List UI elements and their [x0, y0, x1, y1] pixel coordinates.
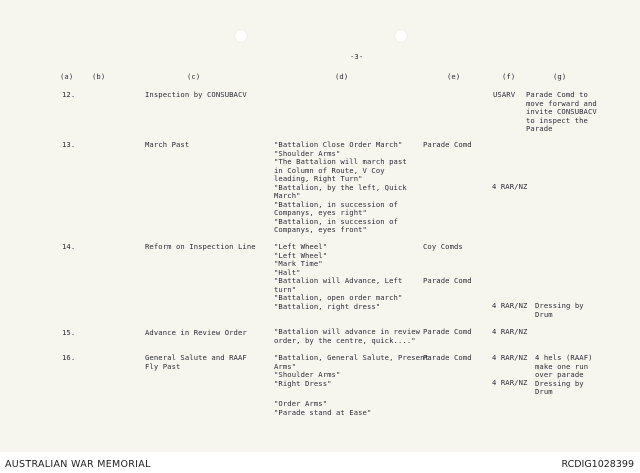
row-number: 14. [62, 242, 76, 251]
unit-text: 4 RAR/NZ [492, 378, 528, 387]
note-text: 4 hels (RAAF) [535, 353, 593, 362]
conducting-text: Coy Comds [423, 242, 463, 251]
unit-text: 4 RAR/NZ [492, 327, 528, 336]
footer-institution: AUSTRALIAN WAR MEMORIAL [5, 459, 151, 470]
note-text: Dressing by [535, 378, 584, 388]
unit-text: 4 RAR/NZ [492, 301, 528, 310]
conducting-text: Parade Comd [423, 353, 472, 362]
command-text: "Mark Time" [274, 259, 323, 268]
event-text: Advance in Review Order [145, 328, 247, 337]
command-text: "Battalion, by the left, Quick [274, 182, 407, 192]
note-text: Drum [535, 309, 553, 319]
row-number: 16. [62, 353, 76, 362]
punch-hole [394, 29, 408, 43]
conducting-text: Parade Comd [423, 276, 472, 285]
command-text: "Battalion will advance in review [274, 327, 421, 336]
command-text: "Battalion, open order march" [274, 293, 403, 302]
column-header-b: (b) [92, 72, 106, 81]
unit-text: 4 RAR/NZ [492, 353, 528, 362]
command-text: turn" [274, 284, 297, 294]
command-text: "Battalion, in succession of [274, 199, 398, 209]
unit-text: USARV [493, 90, 516, 99]
command-text: Companys, eyes front" [274, 225, 367, 234]
command-text: order, by the centre, quick...." [274, 335, 416, 345]
note-text: invite CONSUBACV [526, 107, 597, 116]
command-text: "Left Wheel" [274, 250, 328, 260]
command-text: "Right Dress" [274, 378, 332, 388]
row-number: 15. [62, 328, 76, 337]
command-text: "Shoulder Arms" [274, 370, 341, 379]
page-number: -3- [350, 52, 364, 61]
column-header-a: (a) [60, 72, 74, 81]
footer-record-id: RCDIG1028399 [561, 459, 634, 470]
column-header-f: (f) [502, 72, 516, 81]
note-text: Drum [535, 387, 553, 396]
column-header-e: (e) [447, 72, 461, 81]
event-text: March Past [145, 140, 190, 149]
note-text: make one run [535, 361, 589, 371]
command-text: "The Battalion will march past [274, 157, 407, 166]
command-text: "Battalion, General Salute, Present [274, 353, 429, 362]
command-text: "Parade stand at Ease" [274, 407, 372, 417]
archive-footer [0, 452, 640, 473]
punch-hole [234, 29, 248, 43]
command-text: "Battalion will Advance, Left [274, 276, 403, 285]
command-text: "Left Wheel" [274, 242, 328, 251]
command-text: "Halt" [274, 267, 301, 277]
event-text: Fly Past [145, 361, 181, 371]
command-text: "Order Arms" [274, 399, 328, 408]
row-number: 12. [62, 90, 76, 99]
row-number: 13. [62, 140, 76, 149]
command-text: "Battalion, in succession of [274, 216, 398, 226]
conducting-text: Parade Comd [423, 327, 472, 336]
event-text: General Salute and RAAF [145, 353, 247, 362]
unit-text: 4 RAR/NZ [492, 182, 528, 191]
event-text: Reform on Inspection Line [145, 242, 256, 251]
command-text: leading, Right Turn" [274, 174, 363, 183]
column-header-g: (g) [553, 72, 567, 81]
command-text: "Battalion, right dress" [274, 301, 381, 311]
column-header-c: (c) [187, 72, 201, 81]
note-text: move forward and [526, 98, 597, 108]
note-text: Parade [526, 124, 553, 133]
conducting-text: Parade Comd [423, 140, 472, 149]
command-text: "Battalion Close Order March" [274, 140, 403, 149]
note-text: to inspect the [526, 115, 588, 125]
command-text: "Shoulder Arms" [274, 148, 341, 158]
command-text: Arms" [274, 361, 297, 371]
note-text: over parade [535, 370, 584, 379]
note-text: Parade Comd to [526, 90, 588, 99]
command-text: Companys, eyes right" [274, 208, 367, 217]
command-text: March" [274, 191, 301, 200]
command-text: in Column of Route, V Coy [274, 165, 385, 175]
note-text: Dressing by [535, 301, 584, 310]
column-header-d: (d) [335, 72, 349, 81]
event-text: Inspection by CONSUBACV [145, 90, 247, 99]
